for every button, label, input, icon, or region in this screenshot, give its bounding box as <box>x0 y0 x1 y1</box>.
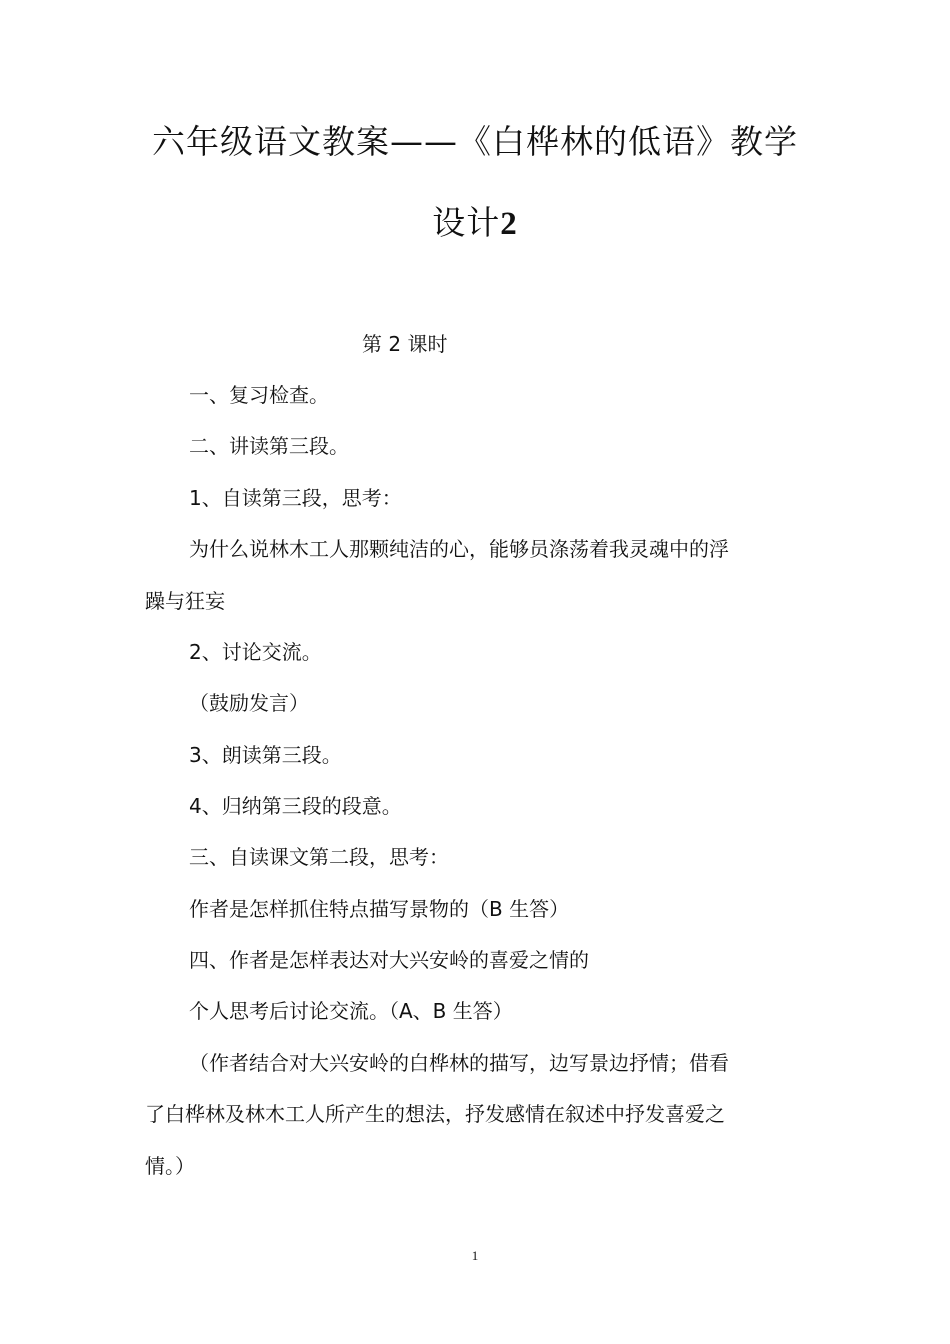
title-line-2-text: 设计 <box>432 203 501 242</box>
paragraph: 二、讲读第三段。 <box>189 434 349 458</box>
paragraph: 四、作者是怎样表达对大兴安岭的喜爱之情的 <box>189 948 589 972</box>
title-line-2 <box>0 203 950 244</box>
paragraph: 三、自读课文第二段，思考： <box>189 845 449 869</box>
paragraph: 3、朗读第三段。 <box>189 743 342 767</box>
title-line-2-number: 2 <box>500 206 518 242</box>
paragraph: 2、讨论交流。 <box>189 640 322 664</box>
paragraph: 为什么说林木工人那颗纯洁的心，能够员涤荡着我灵魂中的浮 <box>189 537 729 561</box>
paragraph-continuation: 情。） <box>145 1154 195 1178</box>
paragraph: 一、复习检查。 <box>189 383 329 407</box>
lesson-heading: 第 2 课时 <box>362 332 448 356</box>
paragraph-continuation: 躁与狂妄 <box>145 589 225 613</box>
paragraph: 4、归纳第三段的段意。 <box>189 794 402 818</box>
paragraph: （鼓励发言） <box>189 691 309 715</box>
paragraph: （作者结合对大兴安岭的白桦林的描写，边写景边抒情；借看 <box>189 1051 729 1075</box>
paragraph: 个人思考后讨论交流。（A、B 生答） <box>189 999 513 1023</box>
title-line-1: 六年级语文教案——《白桦林的低语》教学 <box>152 122 798 161</box>
paragraph: 1、自读第三段，思考： <box>189 486 402 510</box>
page-number: 1 <box>471 1248 479 1263</box>
paragraph-continuation: 了白桦林及林木工人所产生的想法，抒发感情在叙述中抒发喜爱之 <box>145 1102 725 1126</box>
paragraph: 作者是怎样抓住特点描写景物的（B 生答） <box>189 897 570 921</box>
